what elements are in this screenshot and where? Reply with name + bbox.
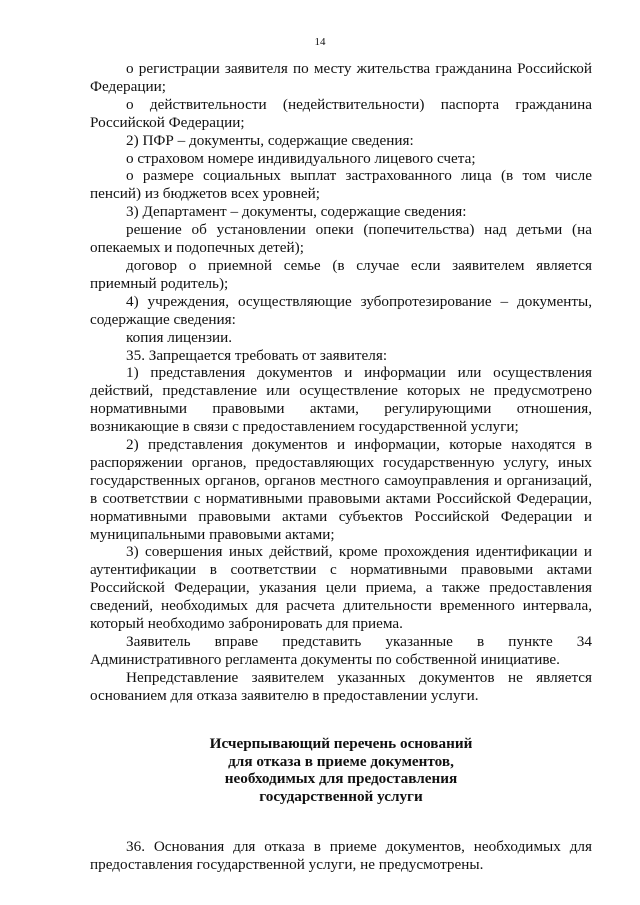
paragraph: договор о приемной семье (в случае если заявителем является приемный родитель); <box>90 256 592 292</box>
paragraph: 2) ПФР – документы, содержащие сведения: <box>126 131 414 149</box>
paragraph: решение об установлении опеки (попечительства) над детьми (на опекаемых и подопечных детей); <box>90 221 592 257</box>
paragraph: о размере социальных выплат застрахованного лица (в том числе пенсий) из бюджетов всех уровней; <box>90 167 592 203</box>
paragraph: копия лицензии. <box>126 328 232 346</box>
paragraph: 3) совершения иных действий, кроме прохождения идентификации и аутентификации в соответствии с нормативными правовыми актами Российской Федерации, указания цели приема, а также предоставления сведений, необходимых для расчета длительности временного интервала, который необходимо забронировать для приема. <box>90 543 592 633</box>
heading-line: Исчерпывающий перечень оснований <box>209 734 473 752</box>
page-number: 14 <box>314 36 326 48</box>
document-body <box>90 60 592 874</box>
paragraph: 4) учреждения, осуществляющие зубопротезирование – документы, содержащие сведения: <box>90 292 592 328</box>
paragraph: Заявитель вправе представить указанные в пункте 34 Административного регламента документы по собственной инициативе. <box>90 633 592 668</box>
heading-line: для отказа в приеме документов, <box>228 752 454 770</box>
paragraph: Непредставление заявителем указанных документов не является основанием для отказа заявителю в предоставлении услуги. <box>90 668 592 704</box>
paragraph: 1) представления документов и информации или осуществления действий, представление или осуществление которых не предусмотрено нормативными правовыми актами, регулирующими отношения, возникающие в связи с предоставлением государственной услуги; <box>90 364 592 436</box>
paragraph: 3) Департамент – документы, содержащие сведения: <box>126 203 467 221</box>
paragraph: 35. Запрещается требовать от заявителя: <box>126 346 388 364</box>
section-heading <box>90 735 592 807</box>
paragraph: о действительности (недействительности) паспорта гражданина Российской Федерации; <box>90 95 592 131</box>
paragraph: о регистрации заявителя по месту жительства гражданина Российской Федерации; <box>90 60 592 95</box>
final-paragraph: 36. Основания для отказа в приеме документов, необходимых для предоставления государственной услуги, не предусмотрены. <box>90 838 592 874</box>
paragraph: 2) представления документов и информации, которые находятся в распоряжении органов, предоставляющих государственную услугу, иных государственных органов, органов местного самоуправления и организаций, в соответствии с нормативными правовыми актами Российской Федерации, нормативными правовыми актами субъектов Российской Федерации и муниципальными правовыми актами; <box>90 436 592 543</box>
heading-line: государственной услуги <box>259 788 423 806</box>
heading-line: необходимых для предоставления <box>224 770 458 788</box>
paragraph: о страховом номере индивидуального лицевого счета; <box>126 149 476 167</box>
